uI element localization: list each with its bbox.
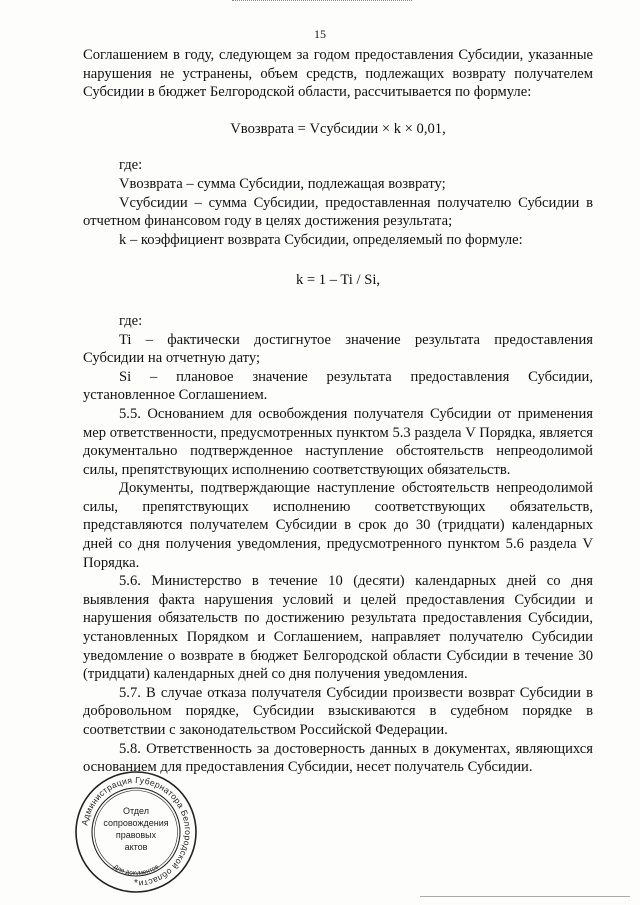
clause-5-5: 5.5. Основанием для освобождения получателя Субсидии от применения мер ответственности, предусмотренных пунктом 5.3 раздела V Порядка, является документально подтвержденное наступление обстоятельств непреодолимой силы, препятствующих исполнению соответствующих обязательств. <box>83 405 593 478</box>
definition-ti: Ti – фактически достигнутое значение результата предоставления Субсидии на отчетную дату; <box>83 331 593 367</box>
stamp-ring-text: Администрация Губернатора Белгородской области <box>79 774 194 889</box>
definition-k: k – коэффициент возврата Субсидии, определяемый по формуле: <box>119 231 523 248</box>
formula-k: k = 1 – Ti / Si, <box>295 272 381 289</box>
clause-5-5-documents: Документы, подтверждающие наступление обстоятельств непреодолимой силы, препятствующих исполнению соответствующих обязательств, представляются получателем Субсидии в срок до 30 (тридцати) календарных дней со дня получения уведомления, предусмотренного пунктом 5.6 раздела V Порядка. <box>83 480 593 571</box>
top-edge-mark <box>232 0 412 4</box>
stamp-seal-graphic <box>74 770 198 894</box>
clause-5-7: 5.7. В случае отказа получателя Субсидии произвести возврат Субсидии в добровольном порядке, Субсидии взыскиваются в судебном порядке в соответствии с законодательством Российской Федерации. <box>83 684 593 738</box>
bottom-edge-line <box>420 896 630 897</box>
stamp-line-3: правовых <box>115 830 157 840</box>
stamp-line-4: актов <box>124 842 148 852</box>
document-body <box>83 46 593 777</box>
formula-return-volume: Vвозврата = Vсубсидии × k × 0,01, <box>230 120 446 137</box>
clause-5-8: 5.8. Ответственность за достоверность данных в документах, являющихся основанием для предоставления Субсидии, несет получатель Субсидии. <box>83 740 593 776</box>
paragraph-intro: Соглашением в году, следующем за годом предоставления Субсидии, указанные нарушения не устранены, объем средств, подлежащих возврату получателем Субсидии в бюджет Белгородской области, рассчитывается по формуле: <box>83 47 593 101</box>
where-label: где: <box>119 157 143 174</box>
definition-v-subsidy: Vсубсидии – сумма Субсидии, предоставленная получателю Субсидии в отчетном финансовом году в целях достижения результата; <box>83 194 593 230</box>
where-label-2: где: <box>119 312 143 329</box>
stamp-line-1: Отдел <box>122 806 150 816</box>
stamp-star: * <box>134 878 138 889</box>
page-number: 15 <box>314 27 326 41</box>
official-stamp <box>74 770 198 894</box>
definition-si: Si – плановое значение результата предоставления Субсидии, установленное Соглашением. <box>83 368 593 404</box>
clause-5-6: 5.6. Министерство в течение 10 (десяти) календарных дней со дня выявления факта нарушения условий и целей предоставления Субсидии и нарушения обязательств по достижению результата предоставления Субсидии, установленных Порядком и Соглашением, направляет получателю Субсидии уведомление о возврате в бюджет Белгородской области Субсидии в течение 30 (тридцати) календарных дней со дня получения уведомления. <box>83 573 593 683</box>
stamp-line-2: сопровождения <box>103 818 169 828</box>
definition-v-return: Vвозврата – сумма Субсидии, подлежащая возврату; <box>119 175 446 192</box>
stamp-bottom-text: Для документов <box>111 863 161 877</box>
svg-text:Для документов <box>112 863 161 877</box>
